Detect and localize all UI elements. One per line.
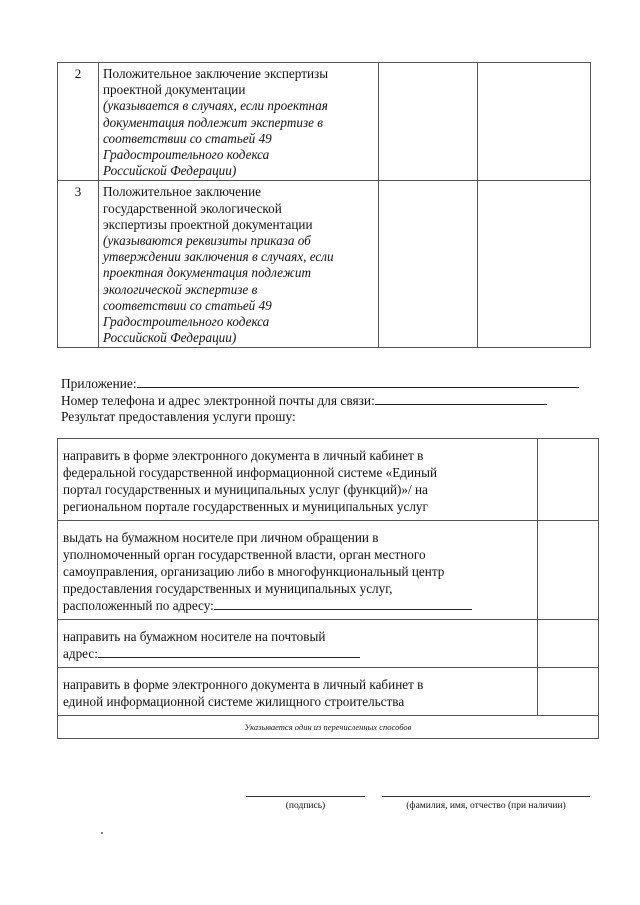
option-line (63, 529, 533, 546)
description-line: соответствии со статьей 49 (103, 297, 272, 313)
description-line: проектная документация подлежит (103, 265, 312, 281)
documents-table-body (58, 63, 591, 348)
option-line (63, 546, 533, 563)
full-name-caption: (фамилия, имя, отчество (при наличии) (406, 801, 566, 811)
option-line-text: самоуправления, организацию либо в многофункциональный центр (63, 564, 445, 579)
description-line: проектной документации (103, 82, 246, 98)
choose-one-note: Указывается один из перечисленных способов (58, 716, 599, 739)
description-line: Положительное заключение (103, 184, 261, 200)
attachment-row (61, 375, 579, 392)
document-row (58, 63, 591, 181)
document-date-cell[interactable] (478, 181, 591, 348)
document-row (58, 181, 591, 348)
contact-row (61, 392, 547, 409)
document-description (99, 181, 379, 348)
option-line (63, 498, 533, 515)
signature-caption: (подпись) (285, 801, 326, 811)
note-row (58, 716, 599, 739)
result-label: Результат предоставления услуги прошу: (61, 409, 296, 424)
description-line: документация подлежит экспертизе в (103, 114, 323, 130)
result-option-row (58, 521, 599, 620)
description-line: утверждении заключения в случаях, если (103, 249, 334, 265)
option-line-text: выдать на бумажном носителе при личном обращении в (63, 530, 379, 545)
page-mark (101, 832, 103, 834)
document-number-cell[interactable] (379, 181, 478, 348)
description-line: экспертизы проектной документации (103, 216, 313, 232)
option-line (63, 676, 533, 693)
option-line (63, 464, 533, 481)
result-option-text (58, 521, 538, 620)
result-option-row (58, 620, 599, 668)
result-option-select-cell[interactable] (538, 620, 599, 668)
result-option-text (58, 620, 538, 668)
result-option-text (58, 439, 538, 521)
result-option-text (58, 668, 538, 716)
full-name-line[interactable] (382, 796, 590, 797)
description-line: государственной экологической (103, 200, 282, 216)
attachment-field[interactable] (137, 375, 579, 388)
address-field[interactable] (214, 597, 472, 610)
option-line-text: направить на бумажном носителе на почтовый (63, 629, 326, 644)
option-line (63, 693, 533, 710)
option-line-text: уполномоченный орган государственной власти, орган местного (63, 547, 426, 562)
option-line-text: предоставления государственных и муниципальных услуг, (63, 581, 393, 596)
option-line (63, 563, 533, 580)
option-line-text: федеральной государственной информационной системе «Единый (63, 465, 438, 480)
option-line (63, 580, 533, 597)
description-line: Положительное заключение экспертизы (103, 66, 329, 81)
documents-table (57, 62, 591, 348)
option-line (63, 447, 533, 464)
description-line: экологической экспертизе в (103, 281, 258, 297)
option-line-text: расположенный по адресу: (63, 598, 214, 613)
option-line-text: адрес: (63, 646, 98, 661)
result-option-select-cell[interactable] (538, 668, 599, 716)
option-line (63, 645, 533, 662)
option-line (63, 628, 533, 645)
option-line (63, 481, 533, 498)
row-number: 3 (58, 181, 99, 348)
description-line: Градостроительного кодекса (103, 314, 270, 330)
description-line: (указывается в случаях, если проектная (103, 98, 328, 114)
option-line-text: направить в форме электронного документа в личный кабинет в (63, 448, 424, 463)
result-options-body (58, 439, 599, 739)
result-option-row (58, 668, 599, 716)
description-line: (указываются реквизиты приказа об (103, 233, 311, 249)
result-option-select-cell[interactable] (538, 521, 599, 620)
result-option-select-cell[interactable] (538, 439, 599, 521)
description-line: соответствии со статьей 49 (103, 130, 272, 146)
contact-field[interactable] (375, 392, 547, 405)
result-option-row (58, 439, 599, 521)
description-line: Российской Федерации) (103, 330, 237, 346)
address-field[interactable] (98, 645, 360, 658)
document-date-cell[interactable] (478, 63, 591, 181)
contact-label: Номер телефона и адрес электронной почты для связи: (61, 393, 375, 408)
option-line-text: единой информационной системе жилищного строительства (63, 694, 405, 709)
document-number-cell[interactable] (379, 63, 478, 181)
result-options-table (57, 438, 599, 739)
option-line-text: портал государственных и муниципальных услуг (функций)»/ на (63, 482, 428, 497)
signature-line[interactable] (246, 796, 365, 797)
description-line: Градостроительного кодекса (103, 147, 270, 163)
option-line-text: направить в форме электронного документа в личный кабинет в (63, 677, 424, 692)
option-line-text: региональном портале государственных и муниципальных услуг (63, 499, 428, 514)
document-description (99, 63, 379, 181)
row-number: 2 (58, 63, 99, 181)
attachment-label: Приложение: (61, 376, 137, 391)
description-line: Российской Федерации) (103, 163, 237, 179)
option-line (63, 597, 533, 614)
